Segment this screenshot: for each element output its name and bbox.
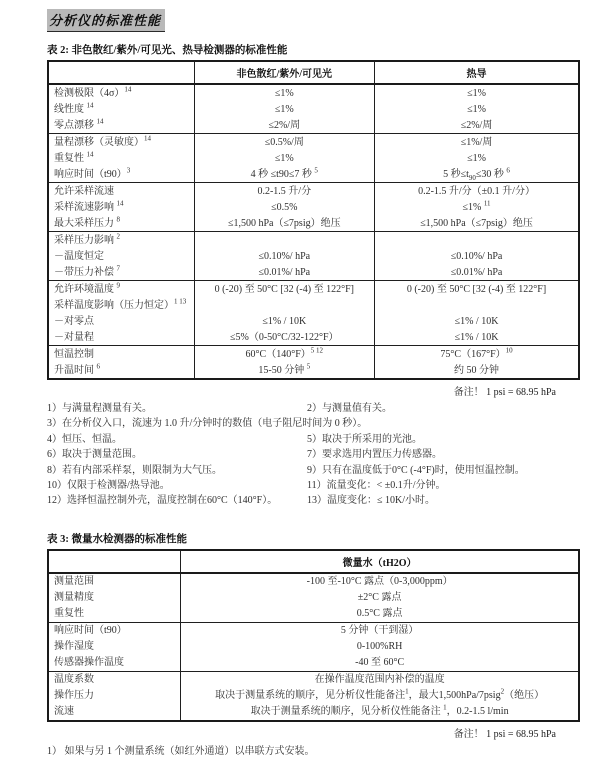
footnote-row [47, 447, 580, 462]
footnote-item: 9）只有在温度低于0°C (-4°F)时，使用恒温控制。 [307, 464, 525, 476]
row-label: 操作压力 [54, 690, 94, 702]
value-cell: $60^\circ C(140^\circ F)^{5 12}$ [194, 346, 375, 363]
footnote-row [47, 493, 580, 508]
row-label: 零点漂移 $^{14}$ [54, 117, 104, 131]
table2-detector-performance [47, 60, 580, 380]
table-row [48, 248, 579, 264]
value-cell: 5 分钟（干到湿） [181, 622, 579, 639]
row-label: －对量程 [54, 331, 94, 343]
table-row [48, 639, 579, 655]
row-label: 重复性 [54, 608, 84, 620]
row-label: －对零点 [54, 315, 94, 327]
value-cell: ≤1% [375, 150, 579, 166]
row-label: －温度恒定 [54, 250, 104, 262]
row-label: 响应时间（t90） [48, 622, 181, 639]
value-cell: ≤1% [375, 84, 579, 101]
value-cell: ≤2%/周 [375, 117, 579, 134]
table-row [48, 232, 579, 249]
value-cell: ≤1,500 hPa（≤7psig）绝压 [375, 215, 579, 232]
table3-footnote: 1） 如果与另 1 个测量系统（如红外通道）以串联方式安装。 [47, 745, 315, 757]
value-cell: ≤0.10%/ hPa [194, 248, 375, 264]
table-row [48, 704, 579, 721]
value-cell: ≤0.10%/ hPa [375, 248, 579, 264]
value-cell: 0 (-20) 至 50°C [32 (-4) 至 122°F] [375, 281, 579, 298]
row-label: 测量精度 [54, 592, 94, 604]
table-row [48, 183, 579, 200]
table-row [48, 101, 579, 117]
value-cell: -40 至 60°C [181, 655, 579, 672]
table-row [48, 671, 579, 688]
value-cell: 在操作温度范围内补偿的温度 [181, 671, 579, 688]
footnote-item: 13）温度变化：≤ 10K/小时。 [307, 495, 435, 507]
table-row [48, 606, 579, 623]
footnote-item: 10）仅限于检测器/热导池。 [47, 480, 170, 492]
value-cell: ≤1% / 10K [375, 313, 579, 329]
table-row [48, 346, 579, 363]
table-row [48, 688, 579, 704]
value-cell [375, 297, 579, 313]
value-cell: ≤1%/周 [375, 134, 579, 151]
table-row [48, 297, 579, 313]
value-cell: 约 50 分钟 [375, 362, 579, 379]
table-row [48, 199, 579, 215]
value-cell: 0-100%RH [181, 639, 579, 655]
row-label: 操作湿度 [54, 641, 94, 653]
footnote-row [47, 478, 580, 493]
value-cell: ≤1% / 10K [194, 313, 375, 329]
row-label: 流速 [54, 706, 74, 718]
table-row [48, 150, 579, 166]
footnote-item: 5）取决于所采用的光池。 [307, 433, 422, 445]
value-cell: 5 秒$\le t_{90}\le 30$ 秒 $^6$ [375, 166, 579, 183]
row-label: 采样温度影响（压力恒定）$^{1 13}$ [54, 297, 187, 311]
row-label: －带压力补偿 $^7$ [54, 264, 120, 278]
footnote-item: 6）取决于测量范围。 [47, 449, 142, 461]
page-title: 分析仪的标准性能 [47, 9, 165, 32]
value-cell: 0.5°C 露点 [181, 606, 579, 623]
value-cell: 取决于测量系统的顺序，见分析仪性能备注$^1$，最大1,500hPa/7psig$^2$（绝压） [181, 688, 579, 704]
table3-header-blank [48, 550, 181, 573]
footnote-item: 12）选择恒温控制外壳，温度控制在60°C（140°F）。 [47, 495, 278, 507]
value-cell: ≤5%（0-50°C/32-122°F） [194, 329, 375, 346]
value-cell: ≤1% / 10K [375, 329, 579, 346]
footnote-item: 2）与测量值有关。 [307, 403, 392, 414]
value-cell: -100 至-10°C 露点（0-3,000ppm） [181, 573, 579, 590]
value-cell: ≤2%/周 [194, 117, 375, 134]
value-cell: 4 秒 ≤t90≤7 秒 $^5$ [194, 166, 375, 183]
table-row [48, 573, 579, 590]
value-cell: ≤0.5%/周 [194, 134, 375, 151]
table-row [48, 590, 579, 606]
table-row [48, 166, 579, 183]
value-cell: ≤1% [375, 101, 579, 117]
row-label: 响应时间$(t90)^3$ [54, 166, 131, 180]
footnote-row [47, 463, 580, 478]
footnote-row [47, 416, 580, 431]
row-label: 线性度 $^{14}$ [54, 101, 94, 115]
table-row [48, 362, 579, 379]
table2-unit-note: 备注！ 1 psi = 68.95 hPa [453, 387, 556, 398]
table2-header-ndir-uv-vis: 非色散红/紫外/可见光 [194, 61, 375, 84]
table3-header-trace-water: 微量水（tH2O） [181, 550, 579, 573]
row-label: 温度系数 [48, 671, 181, 688]
row-label: 量程漂移（灵敏度）$^{14}$ [48, 134, 194, 151]
table-row [48, 655, 579, 672]
table-row [48, 215, 579, 232]
row-label: 最大采样压力 $^8$ [54, 215, 120, 229]
value-cell: 0.2-1.5 升/分 [194, 183, 375, 200]
table-row [48, 134, 579, 151]
row-label: 检测极限$(4\sigma)^{14}$ [48, 84, 194, 101]
footnote-row [47, 401, 580, 416]
row-label: 采样流速影响 $^{14}$ [54, 199, 124, 213]
value-cell: ±2°C 露点 [181, 590, 579, 606]
table-row [48, 84, 579, 101]
table-row [48, 281, 579, 298]
value-cell [194, 297, 375, 313]
table3-header-row [48, 550, 579, 573]
row-label: 传感器操作温度 [54, 657, 124, 669]
footnote-item: 7）要求选用内置压力传感器。 [307, 449, 442, 461]
value-cell: ≤0.5% [194, 199, 375, 215]
footnote-item: 11）流量变化：< ±0.1升/分钟。 [307, 480, 446, 492]
table-row [48, 264, 579, 281]
footnote-item: 1）与满量程测量有关。 [47, 403, 152, 414]
table2-header-row [48, 61, 579, 84]
value-cell: $75^\circ C(167^\circ F)^{10}$ [375, 346, 579, 363]
table2-caption: 表 2: 非色散红/紫外/可见光、热导检测器的标准性能 [47, 45, 288, 56]
footnote-item: 4）恒压、恒温。 [47, 433, 122, 445]
value-cell: ≤1% [194, 101, 375, 117]
table3-trace-water-performance [47, 549, 580, 722]
table-row [48, 117, 579, 134]
value-cell: ≤1% [194, 84, 375, 101]
footnote-row [47, 432, 580, 447]
row-label: 升温时间 $^6$ [54, 362, 100, 376]
value-cell: ≤1% $^{11}$ [375, 199, 579, 215]
row-label: 采样压力影响 $^2$ [48, 232, 194, 249]
table-row [48, 329, 579, 346]
table-row [48, 622, 579, 639]
row-label: 重复性 $^{14}$ [54, 150, 94, 164]
value-cell [375, 232, 579, 249]
value-cell: 取决于测量系统的顺序，见分析仪性能备注 $^1$，0.2-1.5 l/min [181, 704, 579, 721]
table3-caption: 表 3: 微量水检测器的标准性能 [47, 533, 187, 545]
value-cell: 15-50 分钟 $^5$ [194, 362, 375, 379]
row-label: 恒温控制 [48, 346, 194, 363]
table3-unit-note: 备注！ 1 psi = 68.95 hPa [453, 728, 556, 740]
table2-footnotes [47, 401, 580, 509]
row-label: 允许环境温度 $^9$ [48, 281, 194, 298]
table-row [48, 313, 579, 329]
value-cell: ≤0.01%/ hPa [194, 264, 375, 281]
value-cell: ≤1,500 hPa（≤7psig）绝压 [194, 215, 375, 232]
row-label: 测量范围 [48, 573, 181, 590]
value-cell: ≤0.01%/ hPa [375, 264, 579, 281]
table2-header-thermal-conductivity: 热导 [375, 61, 579, 84]
table2-header-blank [48, 61, 194, 84]
value-cell: 0.2-1.5 升/分（±0.1 升/分） [375, 183, 579, 200]
footnote-item: 3）在分析仪入口，流速为 1.0 升/分钟时的数值（电子阻尼时间为 0 秒）。 [47, 418, 368, 430]
footnote-item: 8）若有内部采样泵，则限制为大气压。 [47, 464, 222, 476]
value-cell: 0 (-20) 至 50°C [32 (-4) 至 122°F] [194, 281, 375, 298]
value-cell [194, 232, 375, 249]
row-label: 允许采样流速 [48, 183, 194, 200]
value-cell: ≤1% [194, 150, 375, 166]
